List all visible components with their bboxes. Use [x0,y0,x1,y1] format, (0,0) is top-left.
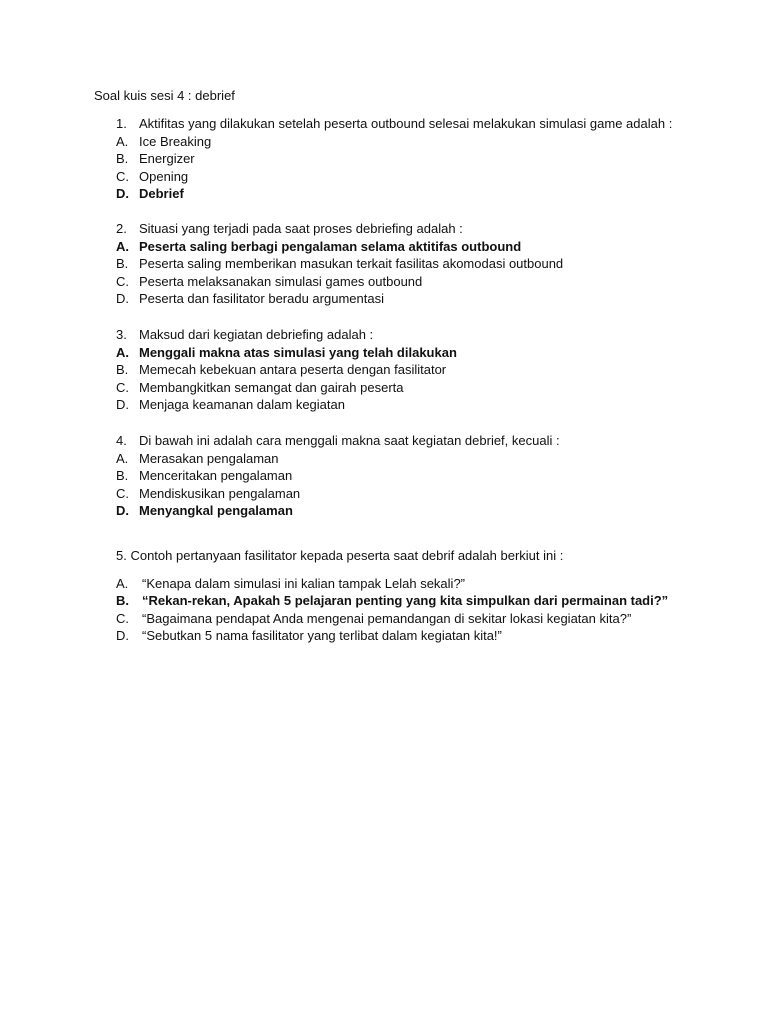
answer-option [116,290,736,308]
option-text: Menjaga keamanan dalam kegiatan [139,397,345,413]
option-text: Memecah kebekuan antara peserta dengan fasilitator [139,362,447,378]
option-text: Ice Breaking [139,133,212,149]
question-stem [116,220,736,238]
option-text: Menyangkal pengalaman [139,503,293,519]
option-text: Menggali makna atas simulasi yang telah dilakukan [139,344,457,360]
question-number: 1. [116,116,127,131]
option-letter: A. [116,344,129,360]
option-letter: C. [116,485,129,501]
option-letter: B. [116,593,129,609]
question-number: 3. [116,327,127,342]
answer-option [116,610,736,628]
answer-option [116,627,736,645]
option-text: Mendiskusikan pengalaman [139,485,301,501]
option-letter: A. [116,133,129,149]
question-number: 2. [116,221,127,236]
option-text: Peserta saling memberikan masukan terkait fasilitas akomodasi outbound [139,256,564,272]
option-letter: C. [116,273,129,289]
option-letter: C. [116,610,129,626]
question-text: Di bawah ini adalah cara menggali makna saat kegiatan debrief, kecuali : [139,433,560,448]
answer-option-correct [116,185,736,203]
option-letter: B. [116,468,129,484]
option-letter: A. [116,238,129,254]
option-text: Debrief [139,186,184,202]
option-text: “Kenapa dalam simulasi ini kalian tampak Lelah sekali?” [142,575,466,591]
question-stem [116,115,736,133]
question-5 [116,547,736,645]
option-text: Membangkitkan semangat dan gairah peserta [139,379,404,395]
answer-option-correct [116,592,736,610]
option-text: “Sebutkan 5 nama fasilitator yang terlibat dalam kegiatan kita!” [142,628,502,644]
option-text: Merasakan pengalaman [139,450,279,466]
option-text: Peserta melaksanakan simulasi games outbound [139,273,423,289]
option-letter: C. [116,379,129,395]
option-letter: B. [116,362,129,378]
option-letter: C. [116,168,129,184]
option-letter: B. [116,151,129,167]
answer-option [116,273,736,291]
question-text: Aktifitas yang dilakukan setelah peserta outbound selesai melakukan simulasi game adalah : [139,116,673,131]
answer-option [116,150,736,168]
answer-option [116,379,736,397]
answer-option [116,396,736,414]
question-stem [116,326,736,344]
option-text: Peserta saling berbagi pengalaman selama aktitifas outbound [139,238,522,254]
answer-option-correct [116,502,736,520]
answer-option [116,450,736,468]
answer-option [116,575,736,593]
option-letter: B. [116,256,129,272]
question-text: Maksud dari kegiatan debriefing adalah : [139,327,374,342]
question-text: 5. Contoh pertanyaan fasilitator kepada peserta saat debrif adalah berkiut ini : [116,548,564,563]
answer-option [116,255,736,273]
question-3 [116,326,736,414]
option-letter: D. [116,503,129,519]
answer-option-correct [116,344,736,362]
option-text: “Bagaimana pendapat Anda mengenai pemandangan di sekitar lokasi kegiatan kita?” [142,610,632,626]
option-letter: D. [116,186,129,202]
option-text: Energizer [139,151,195,167]
document-title: Soal kuis sesi 4 : debrief [94,88,235,103]
question-4 [116,432,736,520]
question-2 [116,220,736,308]
question-number: 4. [116,433,127,448]
option-letter: D. [116,628,129,644]
option-letter: A. [116,575,129,591]
option-text: Peserta dan fasilitator beradu argumentasi [139,291,384,307]
option-letter: A. [116,450,129,466]
question-1 [116,115,736,203]
question-stem [116,432,736,450]
answer-option [116,485,736,503]
option-text: “Rekan-rekan, Apakah 5 pelajaran penting yang kita simpulkan dari permainan tadi?” [142,593,669,609]
answer-option [116,168,736,186]
question-text: Situasi yang terjadi pada saat proses debriefing adalah : [139,221,463,236]
answer-option [116,467,736,485]
answer-option [116,361,736,379]
answer-option-correct [116,238,736,256]
option-text: Opening [139,168,189,184]
option-letter: D. [116,291,129,307]
option-text: Menceritakan pengalaman [139,468,293,484]
option-letter: D. [116,397,129,413]
answer-option [116,133,736,151]
